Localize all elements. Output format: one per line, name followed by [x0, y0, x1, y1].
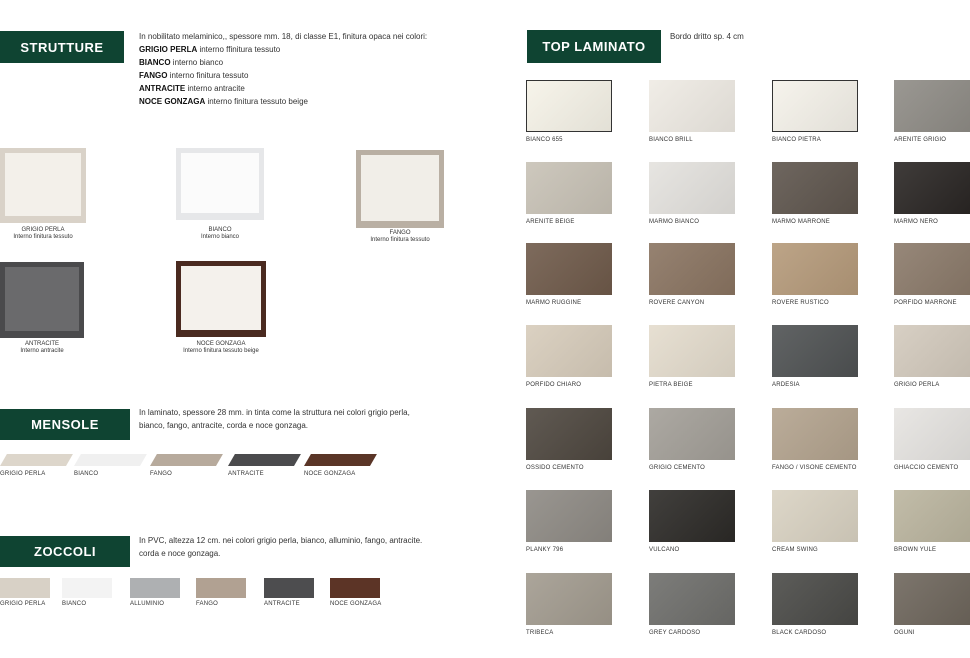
top-swatch-label: FANGO / VISONE CEMENTO: [772, 465, 857, 471]
zoccoli-desc-line2: corda e noce gonzaga.: [139, 549, 221, 558]
top-swatch: [649, 80, 735, 132]
top-swatch: [526, 243, 612, 295]
strutture-box-sub: Interno bianco: [200, 234, 240, 240]
zoccolo-label: NOCE GONZAGA: [330, 601, 382, 607]
top-swatch: [772, 490, 858, 542]
mensola-swatch: [304, 454, 377, 466]
top-swatch-label: ARENITE GRIGIO: [894, 137, 947, 143]
strutture-color-line: [139, 95, 479, 108]
mensola-swatch: [74, 454, 147, 466]
top-swatch-label: MARMO RUGGINE: [526, 300, 582, 306]
strutture-color-line: [139, 56, 479, 69]
top-swatch-label: MARMO NERO: [894, 219, 938, 225]
top-swatch-label: GRIGIO PERLA: [894, 382, 940, 388]
top-swatch: [526, 408, 612, 460]
strutture-color-detail: interno antracite: [185, 84, 245, 93]
mensole-title: MENSOLE: [31, 417, 99, 432]
top-swatch-label: BIANCO PIETRA: [772, 137, 821, 143]
zoccoli-desc-line1: In PVC, altezza 12 cm. nei colori grigio perla, bianco, alluminio, fango, antracite.: [139, 536, 423, 545]
strutture-color-detail: interno finitura tessuto: [167, 71, 249, 80]
zoccolo-label: BIANCO: [62, 601, 87, 607]
top-swatch-label: PLANKY 796: [526, 547, 564, 553]
top-swatch-label: BROWN YULE: [894, 547, 937, 553]
mensole-description: [139, 406, 479, 432]
top-swatch-label: PORFIDO CHIARO: [526, 382, 582, 388]
top-swatch: [772, 162, 858, 214]
top-swatch-label: GHIACCIO CEMENTO: [894, 465, 959, 471]
top-laminato-header: [527, 30, 661, 63]
strutture-box: [176, 148, 264, 220]
top-swatch: [894, 573, 970, 625]
strutture-box-sub: Interno finitura tessuto beige: [183, 348, 259, 354]
top-swatch-label: ARENITE BEIGE: [526, 219, 575, 225]
strutture-box-interior: [181, 266, 261, 330]
top-swatch: [894, 408, 970, 460]
strutture-box-caption: [165, 227, 275, 241]
zoccolo-swatch: [130, 578, 180, 598]
zoccoli-description: [139, 534, 479, 560]
strutture-box-sub: Interno antracite: [20, 348, 64, 354]
strutture-color-line: [139, 69, 479, 82]
top-swatch-label: ROVERE CANYON: [649, 300, 705, 306]
top-swatch: [894, 490, 970, 542]
strutture-box-name: GRIGIO PERLA: [21, 227, 65, 233]
top-swatch-label: OSSIDO CEMENTO: [526, 465, 584, 471]
zoccolo-swatch: [330, 578, 380, 598]
strutture-box-name: ANTRACITE: [24, 341, 59, 347]
zoccoli-title: ZOCCOLI: [34, 544, 96, 559]
zoccolo-label: GRIGIO PERLA: [0, 601, 46, 607]
top-swatch: [649, 325, 735, 377]
top-swatch: [526, 325, 612, 377]
top-swatch: [894, 243, 970, 295]
strutture-color-name: NOCE GONZAGA: [139, 97, 206, 106]
strutture-color-detail: interno bianco: [170, 58, 224, 67]
mensole-header: [0, 409, 130, 440]
strutture-color-line: [139, 82, 479, 95]
mensola-label: GRIGIO PERLA: [0, 471, 46, 477]
strutture-color-name: ANTRACITE: [139, 84, 186, 93]
strutture-box-name: BIANCO: [208, 227, 232, 233]
strutture-box-caption: [0, 227, 86, 241]
top-swatch-label: MARMO MARRONE: [772, 219, 830, 225]
top-swatch-label: BIANCO 655: [526, 137, 563, 143]
zoccolo-label: FANGO: [196, 601, 219, 607]
zoccolo-label: ANTRACITE: [264, 601, 300, 607]
mensole-desc-line2: bianco, fango, antracite, corda e noce gonzaga.: [139, 421, 309, 430]
top-swatch: [526, 573, 612, 625]
mensola-label: ANTRACITE: [228, 471, 264, 477]
zoccolo-label: ALLUMINIO: [130, 601, 165, 607]
strutture-box-sub: Interno finitura tessuto: [13, 234, 73, 240]
strutture-box: [356, 150, 444, 228]
top-swatch: [772, 573, 858, 625]
zoccolo-swatch: [62, 578, 112, 598]
strutture-box-name: NOCE GONZAGA: [196, 341, 246, 347]
top-swatch: [649, 162, 735, 214]
zoccolo-swatch: [196, 578, 246, 598]
top-laminato-title: TOP LAMINATO: [542, 39, 646, 54]
strutture-header: [0, 31, 124, 63]
top-swatch: [894, 80, 970, 132]
top-swatch-label: OGUNI: [894, 630, 915, 636]
mensola-label: FANGO: [150, 471, 173, 477]
zoccolo-swatch: [264, 578, 314, 598]
mensola-label: NOCE GONZAGA: [304, 471, 356, 477]
top-swatch: [526, 80, 612, 132]
top-swatch: [772, 408, 858, 460]
top-swatch: [649, 243, 735, 295]
strutture-box: [0, 262, 84, 338]
top-swatch: [649, 408, 735, 460]
top-swatch: [772, 80, 858, 132]
top-swatch: [894, 162, 970, 214]
zoccoli-header: [0, 536, 130, 567]
strutture-color-detail: interno finitura tessuto beige: [205, 97, 308, 106]
top-swatch: [649, 573, 735, 625]
strutture-box: [176, 261, 266, 337]
top-swatch: [894, 325, 970, 377]
top-swatch: [526, 490, 612, 542]
strutture-color-list: [139, 43, 479, 108]
top-swatch-label: PORFIDO MARRONE: [894, 300, 957, 306]
top-swatch-label: BIANCO BRILL: [649, 137, 693, 143]
strutture-color-line: [139, 43, 479, 56]
top-swatch-label: GREY CARDOSO: [649, 630, 701, 636]
top-swatch-label: ARDESIA: [772, 382, 800, 388]
top-swatch: [772, 243, 858, 295]
strutture-box-interior: [361, 155, 439, 221]
top-swatch-label: BLACK CARDOSO: [772, 630, 827, 636]
top-swatch-label: ROVERE RUSTICO: [772, 300, 829, 306]
strutture-box-name: FANGO: [389, 230, 411, 236]
top-swatch-label: TRIBECA: [526, 630, 554, 636]
top-laminato-note: Bordo dritto sp. 4 cm: [670, 32, 744, 41]
strutture-box-caption: [0, 341, 87, 355]
mensola-swatch: [150, 454, 223, 466]
top-swatch: [526, 162, 612, 214]
top-swatch: [772, 325, 858, 377]
strutture-box-interior: [5, 267, 79, 331]
strutture-box-interior: [5, 153, 81, 216]
strutture-box-interior: [181, 153, 259, 213]
strutture-color-name: GRIGIO PERLA: [139, 45, 198, 54]
top-swatch: [649, 490, 735, 542]
top-swatch-label: PIETRA BEIGE: [649, 382, 693, 388]
strutture-description: [139, 30, 479, 108]
mensola-label: BIANCO: [74, 471, 99, 477]
strutture-box-caption: [161, 341, 281, 355]
strutture-box-caption: [345, 230, 455, 244]
top-swatch-label: MARMO BIANCO: [649, 219, 700, 225]
strutture-color-detail: interno ffinitura tessuto: [197, 45, 281, 54]
mensola-swatch: [0, 454, 73, 466]
strutture-color-name: BIANCO: [139, 58, 171, 67]
top-swatch-label: GRIGIO CEMENTO: [649, 465, 706, 471]
strutture-intro: In nobilitato melaminico,, spessore mm. 18, di classe E1, finitura opaca nei colori:: [139, 32, 428, 41]
strutture-title: STRUTTURE: [20, 39, 104, 55]
strutture-box: [0, 148, 86, 223]
mensola-swatch: [228, 454, 301, 466]
top-swatch-label: VULCANO: [649, 547, 680, 553]
strutture-color-name: FANGO: [139, 71, 168, 80]
strutture-box-sub: Interno finitura tessuto: [370, 237, 430, 243]
top-swatch-label: CREAM SWING: [772, 547, 818, 553]
mensole-desc-line1: In laminato, spessore 28 mm. in tinta come la struttura nei colori grigio perla,: [139, 408, 410, 417]
zoccolo-swatch: [0, 578, 50, 598]
